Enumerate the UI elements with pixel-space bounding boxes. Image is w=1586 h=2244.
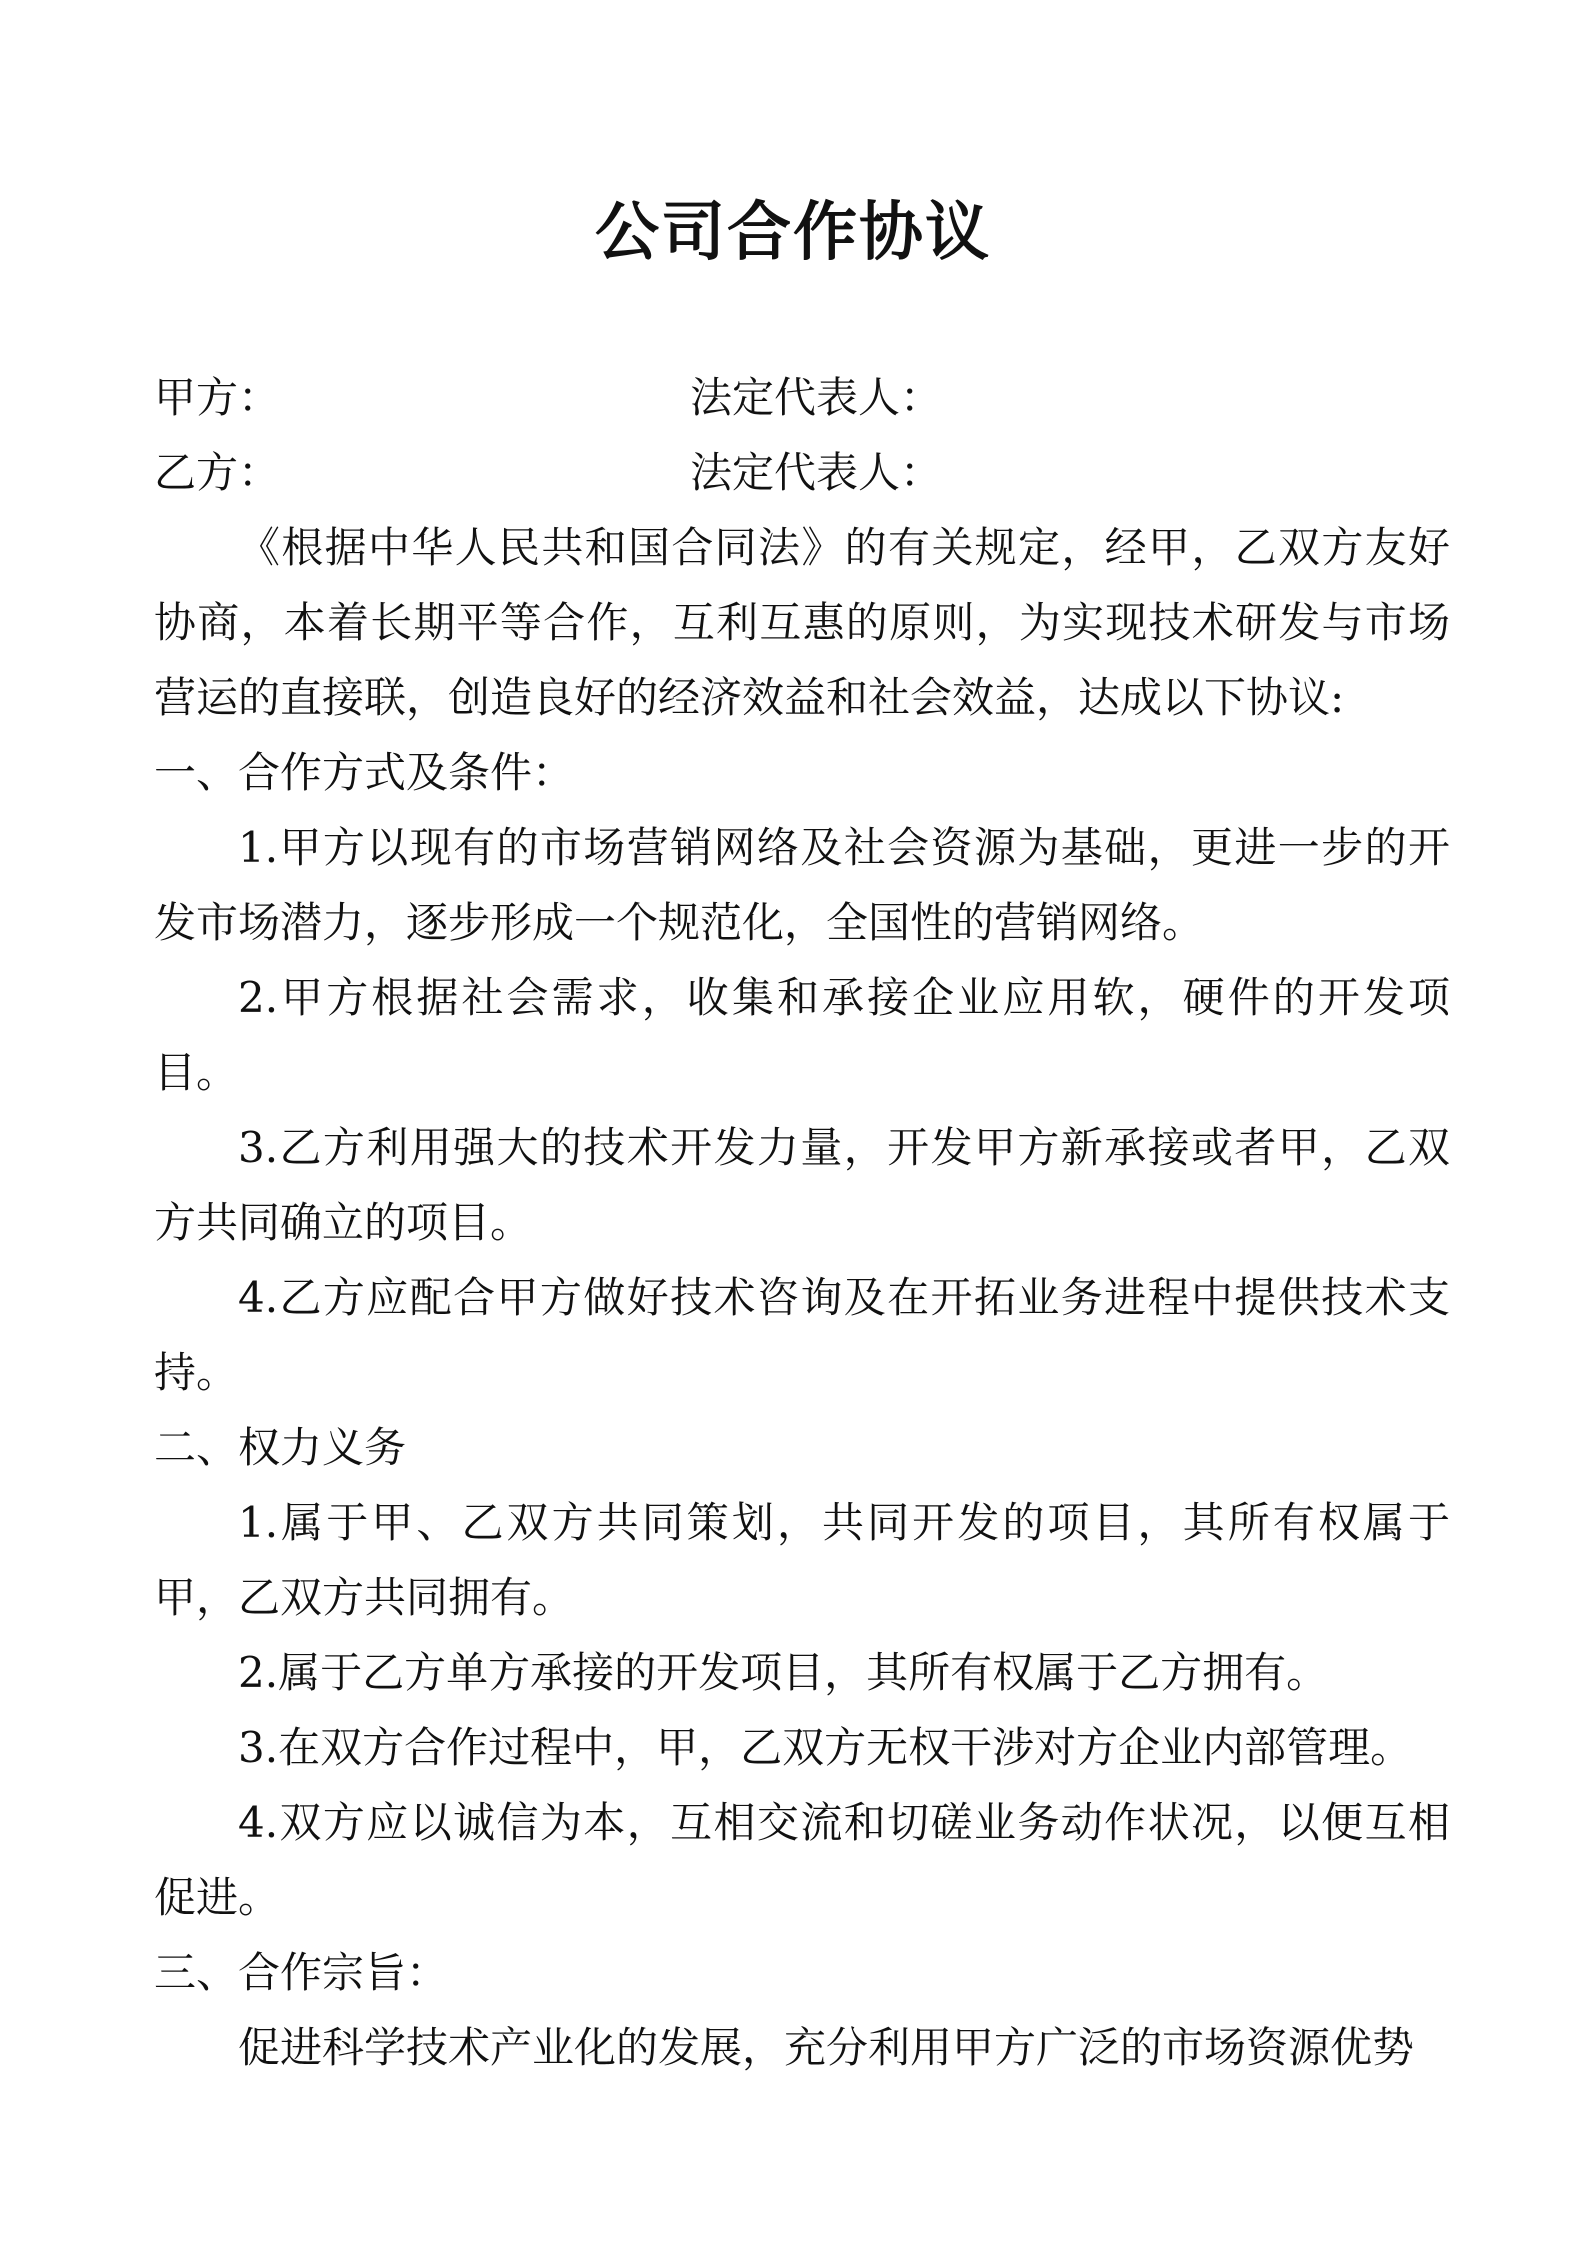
intro-paragraph: 《根据中华人民共和国合同法》的有关规定，经甲，乙双方友好协商，本着长期平等合作，互利互惠的原则，为实现技术研发与市场营运的直接联，创造良好的经济效益和社会效益，达成以下协议: [154,523,1450,722]
party-a-row [154,360,1450,435]
clause-paragraph: 2.属于乙方单方承接的开发项目，其所有权属于乙方拥有。 [238,1648,1329,1697]
party-a-rep-label: 法定代表人： [690,373,943,422]
clause-paragraph: 促进科学技术产业化的发展，充分利用甲方广泛的市场资源优势 [238,2023,1415,2072]
document-body [154,360,1450,2085]
clause-paragraph: 1.甲方以现有的市场营销网络及社会资源为基础，更进一步的开发市场潜力，逐步形成一个规范化，全国性的营销网络。 [154,823,1450,947]
section-heading: 三、合作宗旨： [154,1948,449,1997]
party-b-row [154,435,1450,510]
party-a-label: 甲方： [154,373,281,422]
clause-paragraph: 1.属于甲、乙双方共同策划，共同开发的项目，其所有权属于甲，乙双方共同拥有。 [154,1498,1450,1622]
clause-paragraph: 3.在双方合作过程中，甲，乙双方无权干涉对方企业内部管理。 [238,1723,1413,1772]
clause-paragraph: 3.乙方利用强大的技术开发力量，开发甲方新承接或者甲，乙双方共同确立的项目。 [154,1123,1450,1247]
clause-paragraph: 4.乙方应配合甲方做好技术咨询及在开拓业务进程中提供技术支持。 [154,1273,1450,1397]
document-title: 公司合作协议 [595,195,991,270]
party-b-label: 乙方： [154,448,281,497]
section-heading: 二、权力义务 [154,1423,407,1472]
section-heading: 一、合作方式及条件： [154,748,575,797]
party-b-rep-label: 法定代表人： [690,448,943,497]
clause-paragraph: 2.甲方根据社会需求，收集和承接企业应用软，硬件的开发项目。 [154,973,1450,1097]
clause-paragraph: 4.双方应以诚信为本，互相交流和切磋业务动作状况，以便互相促进。 [154,1798,1450,1922]
